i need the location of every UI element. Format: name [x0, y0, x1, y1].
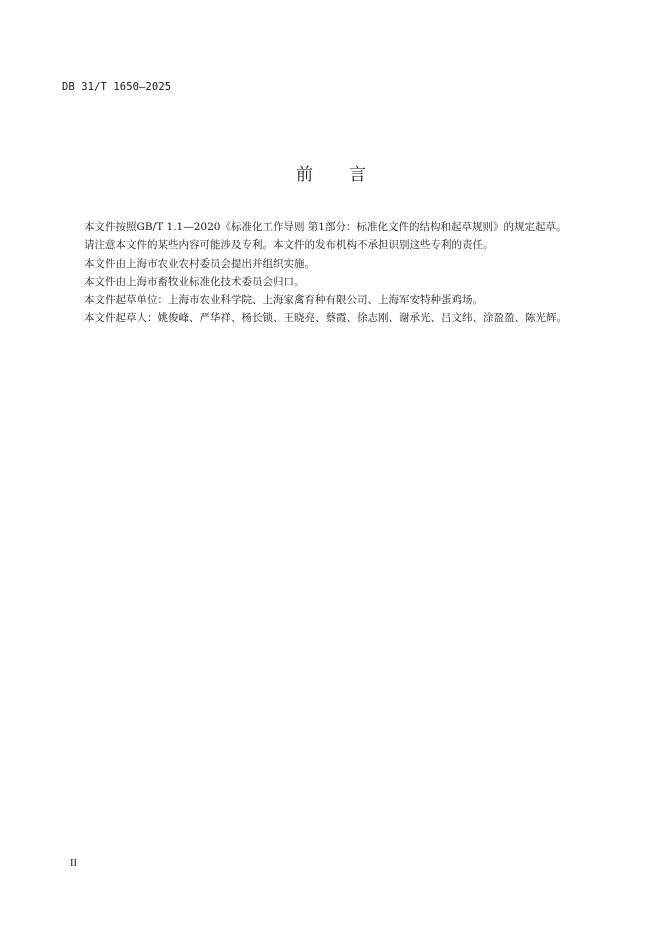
paragraph-drafting-units: 本文件起草单位：上海市农业科学院、上海家禽育种有限公司、上海军安特种蛋鸡场。 [84, 294, 484, 307]
section-title [0, 164, 662, 186]
page-number: II [70, 858, 77, 869]
paragraph-committee: 本文件由上海市畜牧业标准化技术委员会归口。 [84, 275, 305, 288]
foreword-body [62, 218, 596, 328]
paragraph-drafting-basis: 本文件按照GB/T 1.1—2020《标准化工作导则 第1部分：标准化文件的结构和起草规则》的规定起草。 [84, 221, 567, 233]
section-title-char-2: 言 [349, 165, 366, 185]
paragraph-drafters: 本文件起草人：姚俊峰、严华祥、杨长锁、王晓亮、蔡霞、徐志刚、谢承光、吕文纬、涂盈盈、陈光辉。 [84, 312, 568, 325]
paragraph-patent-notice: 请注意本文件的某些内容可能涉及专利。本文件的发布机构不承担识别这些专利的责任。 [84, 239, 494, 252]
section-title-char-1: 前 [296, 165, 313, 185]
document-code: DB 31/T 1650—2025 [62, 81, 172, 93]
paragraph-proposer: 本文件由上海市农业农村委员会提出并组织实施。 [84, 257, 316, 270]
